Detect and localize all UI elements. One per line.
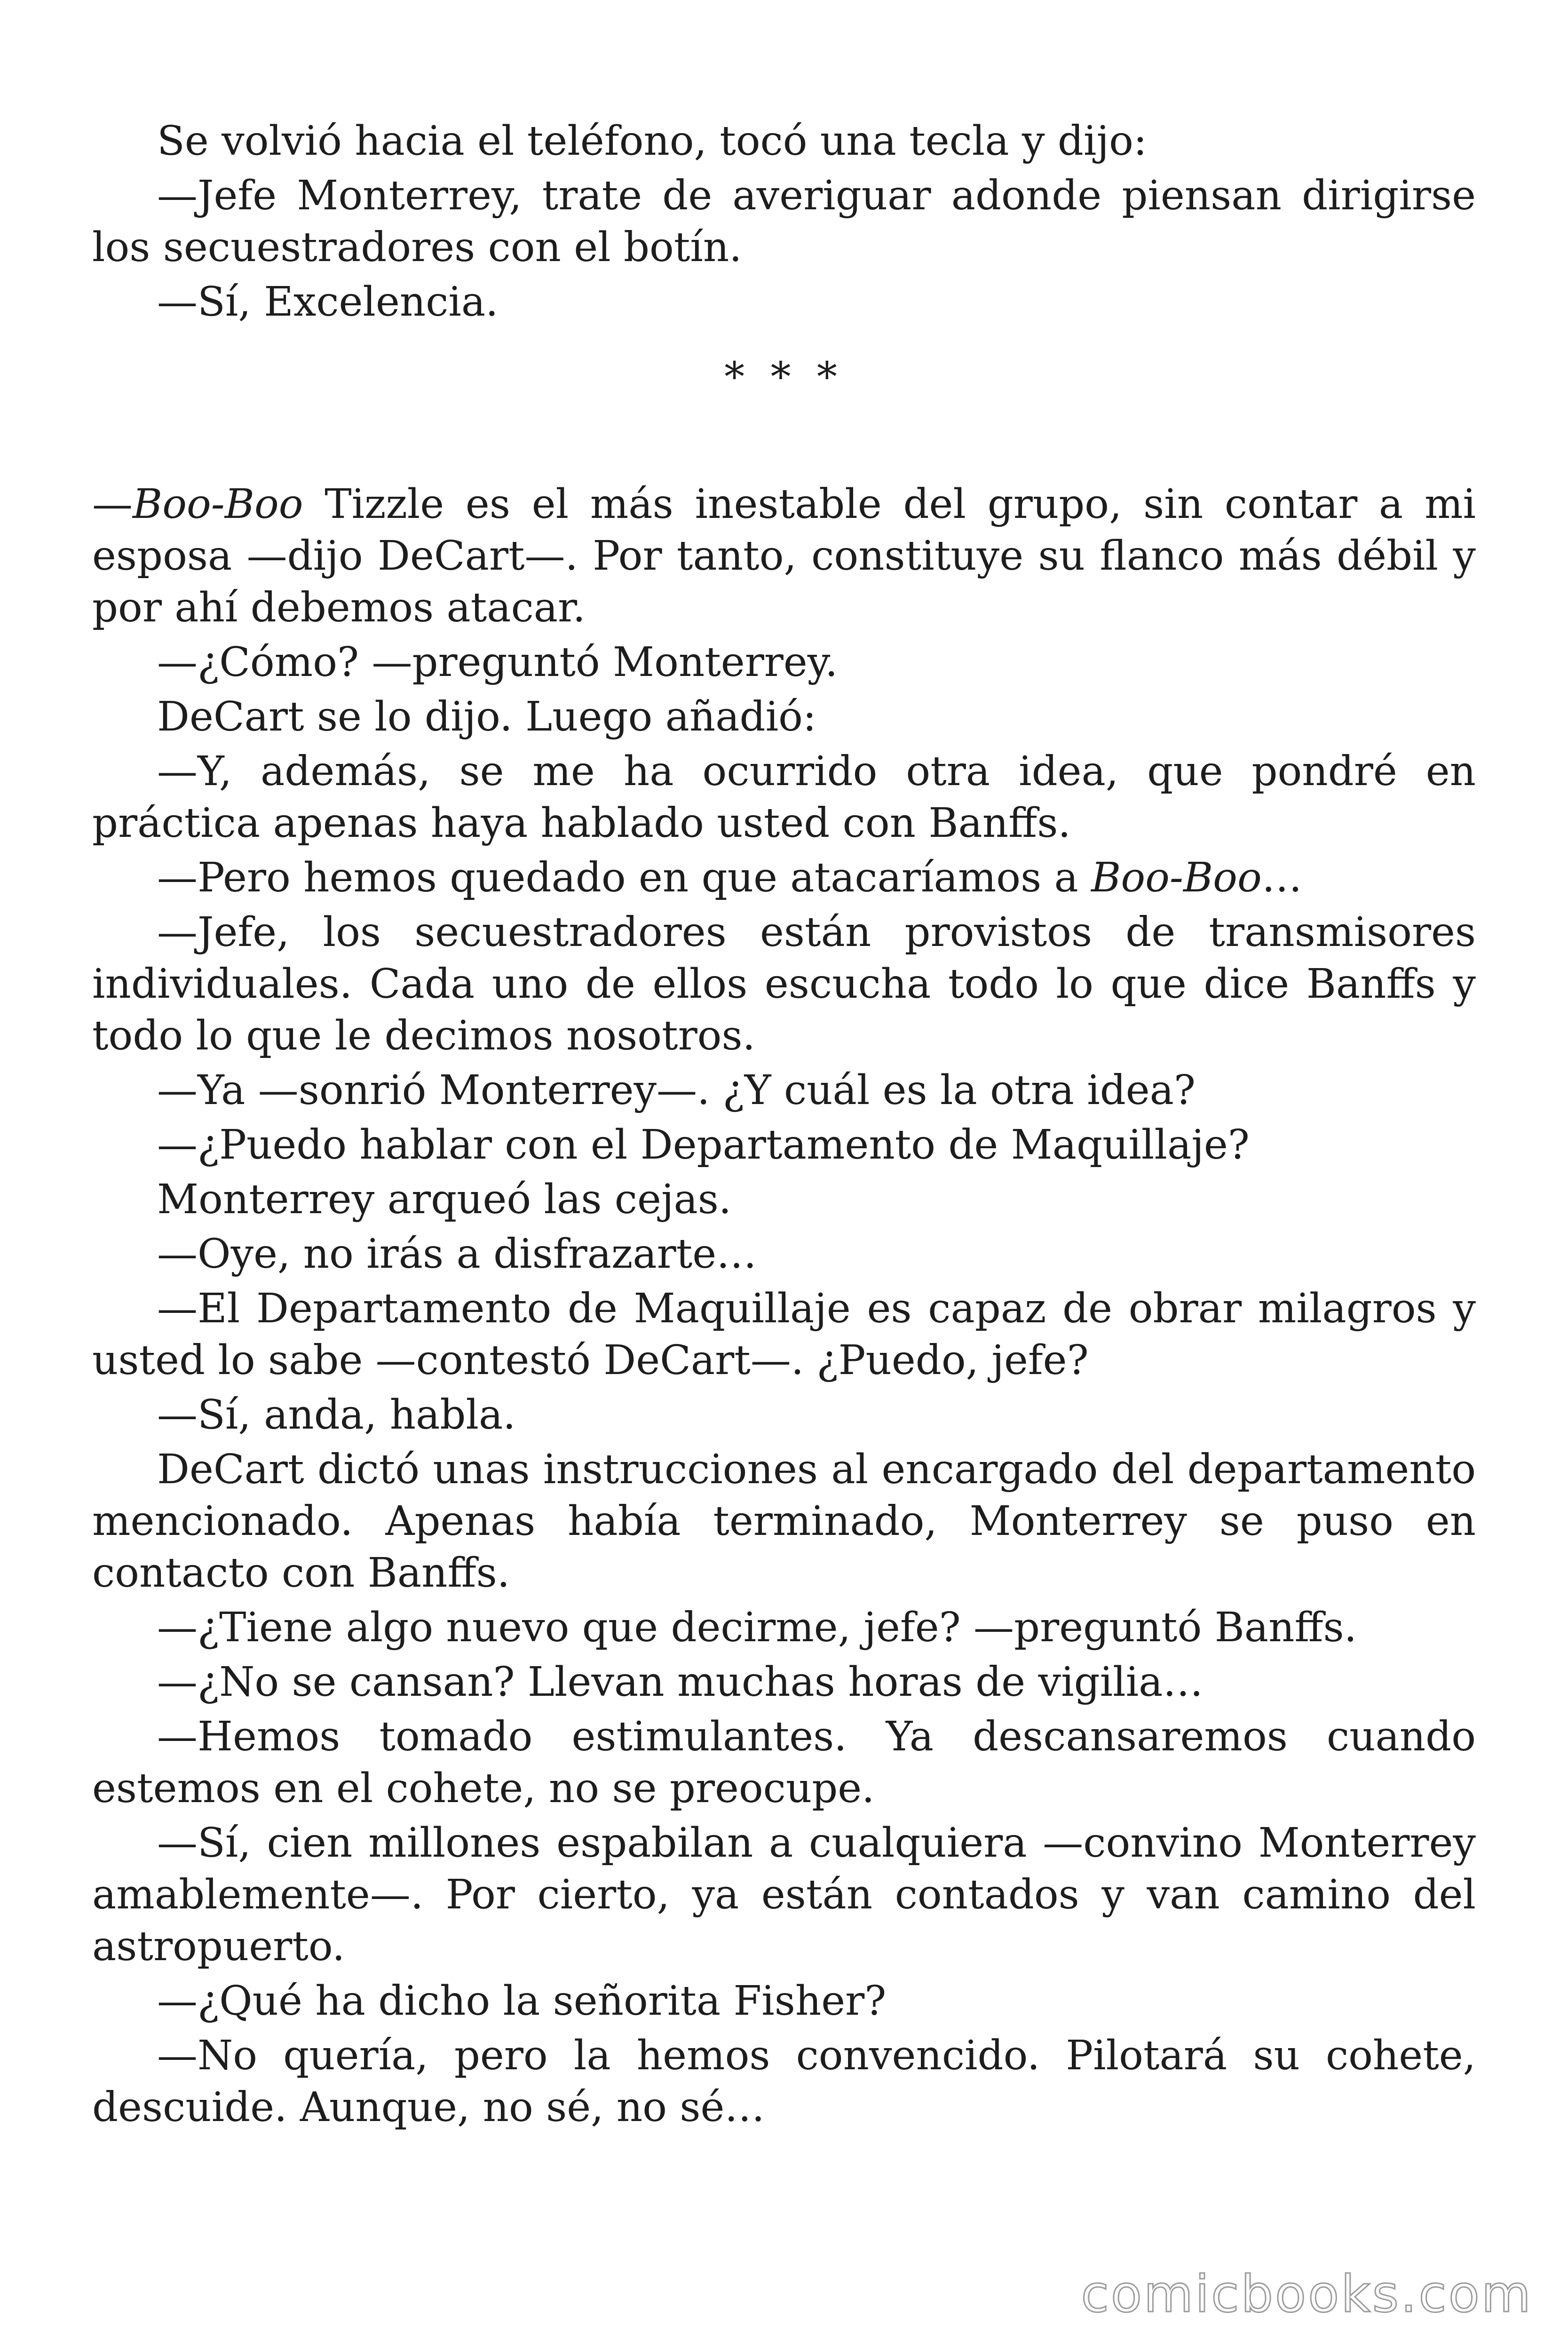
paragraph: —Ya —sonrió Monterrey—. ¿Y cuál es la otra idea? — [157, 1067, 1196, 1114]
paragraph: —¿Cómo? —preguntó Monterrey. — [157, 639, 838, 686]
paragraph: —Sí, anda, habla. — [157, 1391, 516, 1438]
paragraph: —¿Qué ha dicho la señorita Fisher? — [157, 1978, 887, 2025]
section-separator: * * * — [724, 354, 844, 401]
paragraph — [92, 478, 1476, 634]
book-page — [92, 115, 1476, 2136]
paragraph: —Sí, Excelencia. — [157, 278, 499, 326]
paragraph: —Sí, cien millones espabilan a cualquiera —convino Monterrey amablemente—. Por cierto, ya están contados y van camino del astropuerto. — [92, 1820, 1476, 1970]
paragraph: DeCart se lo dijo. Luego añadió: — [157, 693, 816, 740]
paragraph-text: —Pero hemos quedado en que atacaríamos a — [157, 854, 1092, 901]
paragraph: DeCart dictó unas instrucciones al encargado del departamento mencionado. Apenas había terminado, Monterrey se puso en contacto con Banffs. — [92, 1446, 1476, 1597]
paragraph: —¿No se cansan? Llevan muchas horas de vigilia… — [157, 1659, 1204, 1706]
paragraph: Monterrey arqueó las cejas. — [157, 1176, 732, 1223]
ellipsis: … — [1261, 854, 1302, 901]
paragraph: —¿Tiene algo nuevo que decirme, jefe? —preguntó Banffs. — [157, 1604, 1357, 1651]
watermark: comicbooks.com — [1081, 2265, 1533, 2324]
paragraph: —Jefe Monterrey, trate de averiguar adonde piensan dirigirse los secuestradores con el botín. — [92, 172, 1476, 271]
character-name: Boo-Boo — [1091, 854, 1262, 901]
paragraph: —Y, además, se me ha ocurrido otra idea, que pondré en práctica apenas haya hablado usted con Banffs. — [92, 748, 1476, 847]
character-name: Boo-Boo — [133, 481, 303, 528]
paragraph: —Oye, no irás a disfrazarte… — [157, 1231, 757, 1278]
paragraph: —No quería, pero la hemos convencido. Pilotará su cohete, descuide. Aunque, no sé, no sé… — [92, 2032, 1476, 2131]
paragraph: —Jefe, los secuestradores están provistos de transmisores individuales. Cada uno de ellos escucha todo lo que dice Banffs y todo lo que le decimos nosotros. — [92, 909, 1476, 1059]
paragraph: —¿Puedo hablar con el Departamento de Maquillaje? — [157, 1121, 1250, 1168]
paragraph-text: Tizzle es el más inestable del grupo, sin contar a mi esposa —dijo DeCart—. Por tanto, constituye su flanco más débil y por ahí debemos atacar. — [92, 481, 1476, 631]
dash: — — [92, 481, 133, 528]
paragraph: Se volvió hacia el teléfono, tocó una tecla y dijo: — [157, 118, 1147, 165]
paragraph — [92, 852, 1476, 904]
paragraph: —Hemos tomado estimulantes. Ya descansaremos cuando estemos en el cohete, no se preocupe. — [92, 1713, 1476, 1812]
paragraph: —El Departamento de Maquillaje es capaz de obrar milagros y usted lo sabe —contestó DeCart—. ¿Puedo, jefe? — [92, 1285, 1476, 1384]
